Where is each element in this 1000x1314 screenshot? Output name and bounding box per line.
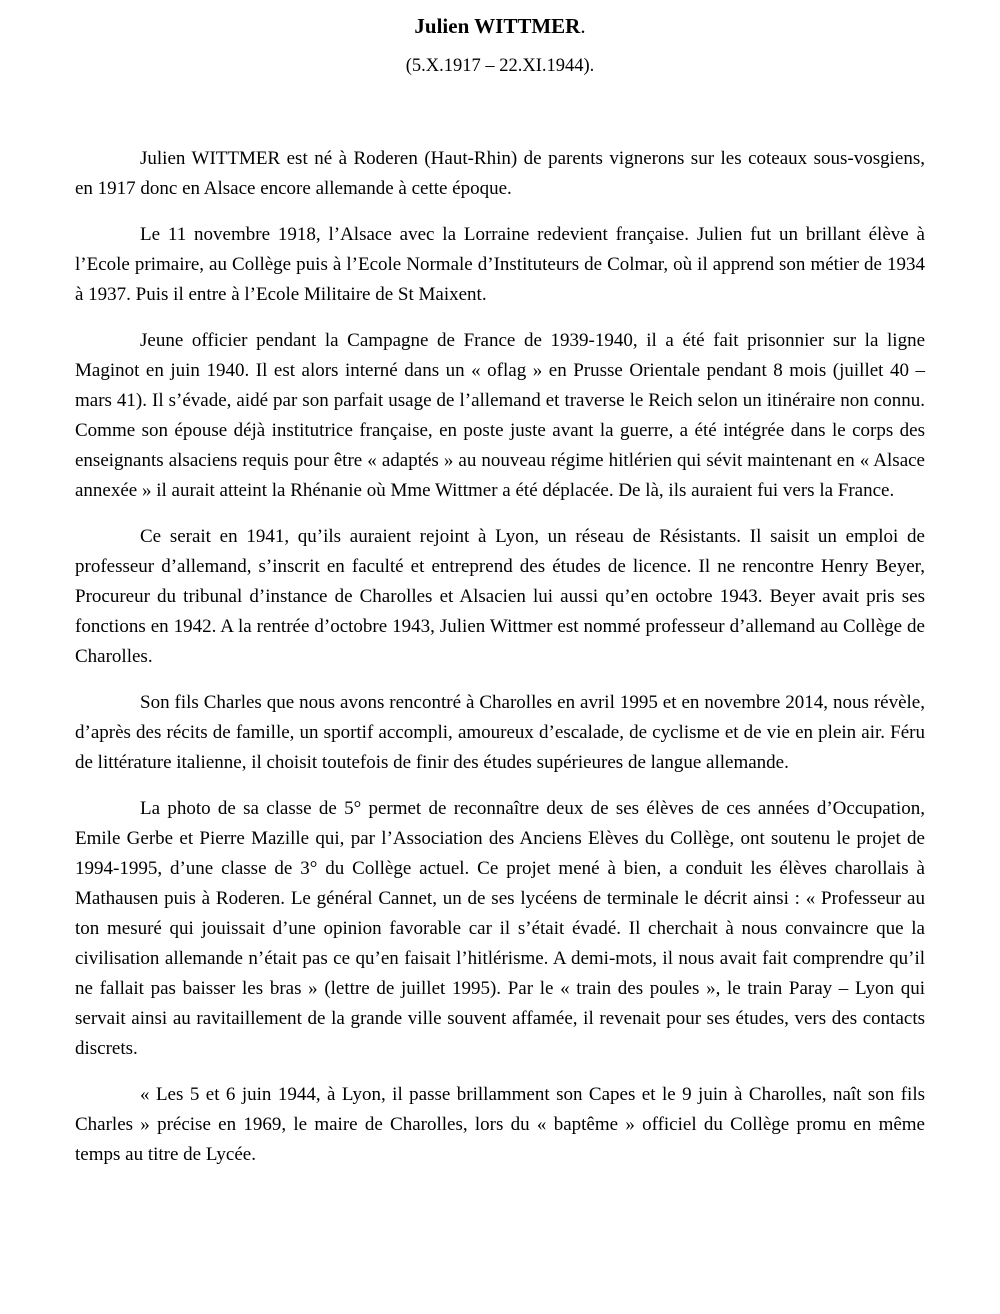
life-dates: (5.X.1917 – 22.XI.1944). [405,56,595,76]
paragraph-birth: Julien WITTMER est né à Roderen (Haut-Rhin) de parents vignerons sur les coteaux sous-vosgiens, en 1917 donc en Alsace encore allemande à cette époque. [75,148,925,199]
document-title [75,0,925,40]
document-page [75,0,925,1186]
paragraph-capes: « Les 5 et 6 juin 1944, à Lyon, il passe brillamment son Capes et le 9 juin à Charolles, naît son fils Charles » précise en 1969, le maire de Charolles, lors du « baptême » officiel du Collège promu en même temps au titre de Lycée. [75,1084,925,1165]
paragraph-resistance: Ce serait en 1941, qu’ils auraient rejoint à Lyon, un réseau de Résistants. Il saisit un emploi de professeur d’allemand, s’inscrit en faculté et entreprend des études de licence. Il ne rencontre Henry Beyer, Procureur du tribunal d’instance de Charolles et Alsacien lui aussi qu’en octobre 1943. Beyer avait pris ses fonctions en 1942. A la rentrée d’octobre 1943, Julien Wittmer est nommé professeur d’allemand au Collège de Charolles. [75,526,925,667]
document-body [75,144,925,1170]
title-name: Julien WITTMER [414,14,581,38]
paragraph-son-charles: Son fils Charles que nous avons rencontré à Charolles en avril 1995 et en novembre 2014, nous révèle, d’après des récits de famille, un sportif accompli, amoureux d’escalade, de cyclisme et de vie en plein air. Féru de littérature italienne, il choisit toutefois de finir des études supérieures de langue allemande. [75,692,925,773]
paragraph-students: La photo de sa classe de 5° permet de reconnaître deux de ses élèves de ces années d’Occupation, Emile Gerbe et Pierre Mazille qui, par l’Association des Anciens Elèves du Collège, ont soutenu le projet de 1994-1995, d’une classe de 3° du Collège actuel. Ce projet mené à bien, a conduit les élèves charollais à Mathausen puis à Roderen. Le général Cannet, un de ses lycéens de terminale le décrit ainsi : « Professeur au ton mesuré qui jouissait d’une opinion favorable car il s’était évadé. Il cherchait à nous convaincre que la civilisation allemande n’était pas ce qu’en faisait l’hitlérisme. A demi-mots, il nous avait fait comprendre qu’il ne fallait pas baisser les bras » (lettre de juillet 1995). Par le « train des poules », le train Paray – Lyon qui servait ainsi au ravitaillement de la grande ville souvent affamée, il revenait pour ses études, vers des contacts discrets. [75,798,925,1059]
title-period: . [580,14,586,38]
paragraph-war-escape: Jeune officier pendant la Campagne de France de 1939-1940, il a été fait prisonnier sur la ligne Maginot en juin 1940. Il est alors interné dans un « oflag » en Prusse Orientale pendant 8 mois (juillet 40 – mars 41). Il s’évade, aidé par son parfait usage de l’allemand et traverse le Reich selon un itinéraire non connu. Comme son épouse déjà institutrice française, en poste juste avant la guerre, a été intégrée dans le corps des enseignants alsaciens requis pour être « adaptés » au nouveau régime hitlérien qui sévit maintenant en « Alsace annexée » il aurait atteint la Rhénanie où Mme Wittmer a été déplacée. De là, ils auraient fui vers la France. [75,330,925,501]
paragraph-education: Le 11 novembre 1918, l’Alsace avec la Lorraine redevient française. Julien fut un brillant élève à l’Ecole primaire, au Collège puis à l’Ecole Normale d’Instituteurs de Colmar, où il apprend son métier de 1934 à 1937. Puis il entre à l’Ecole Militaire de St Maixent. [75,224,925,305]
